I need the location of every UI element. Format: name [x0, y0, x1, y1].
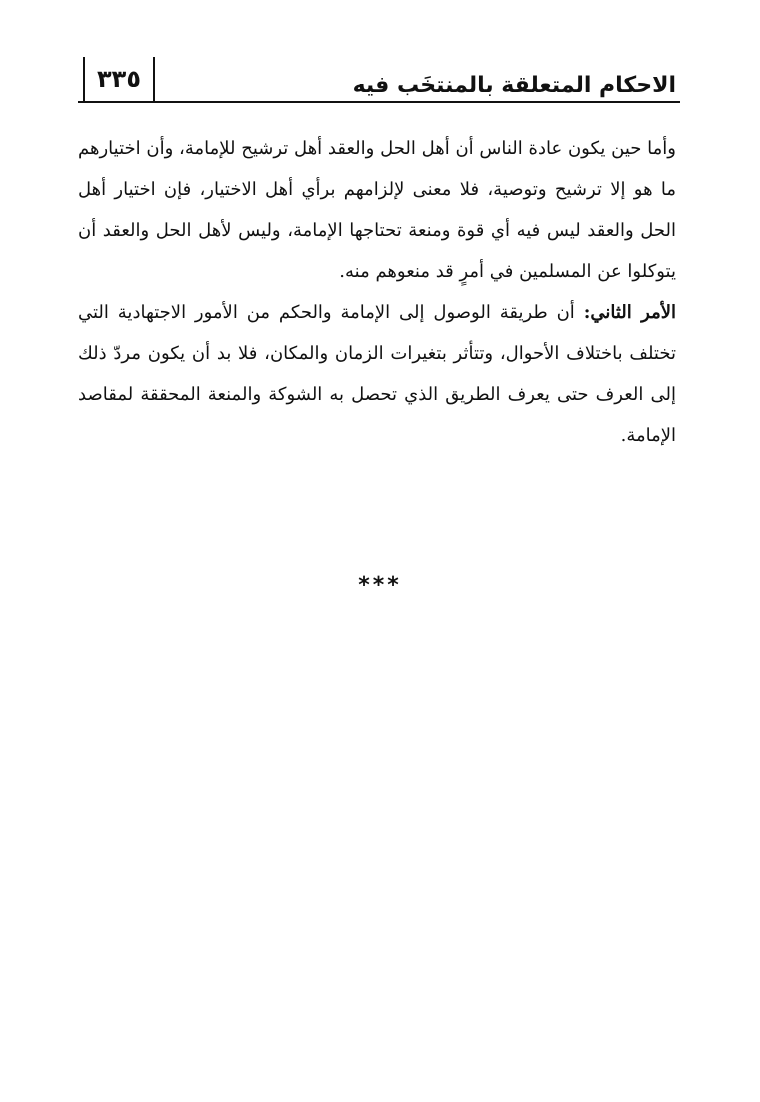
- body-text: [78, 128, 676, 456]
- paragraph-2-text: أن طريقة الوصول إلى الإمامة والحكم من الأمور الاجتهادية التي تختلف باختلاف الأحوال، وتتأثر بتغيرات الزمان والمكان، فلا بد أن يكون مردّ ذلك إلى العرف حتى يعرف الطريق الذي تحصل به الشوكة والمنعة المحققة لمقاصد الإمامة.: [78, 302, 676, 446]
- section-separator: ***: [358, 573, 402, 598]
- page-number: ٣٣٥: [97, 65, 141, 93]
- header-rule: [78, 101, 680, 103]
- running-title: الاحكام المتعلقة بالمنتخَب فيه: [352, 73, 676, 98]
- paragraph-2-lead: الأمر الثاني:: [583, 302, 676, 323]
- paragraph-2: [78, 292, 676, 456]
- paragraph-1: وأما حين يكون عادة الناس أن أهل الحل والعقد أهل ترشيح للإمامة، وأن اختيارهم ما هو إلا ترشيح وتوصية، فلا معنى لإلزامهم برأي أهل الاختيار، فإن اختيار أهل الحل والعقد ليس فيه أي قوة ومنعة تحتاجها الإمامة، وليس لأهل الحل والعقد أن يتوكلوا عن المسلمين في أمرٍ قد منعوهم منه.: [78, 138, 676, 282]
- page-number-box: [83, 57, 155, 101]
